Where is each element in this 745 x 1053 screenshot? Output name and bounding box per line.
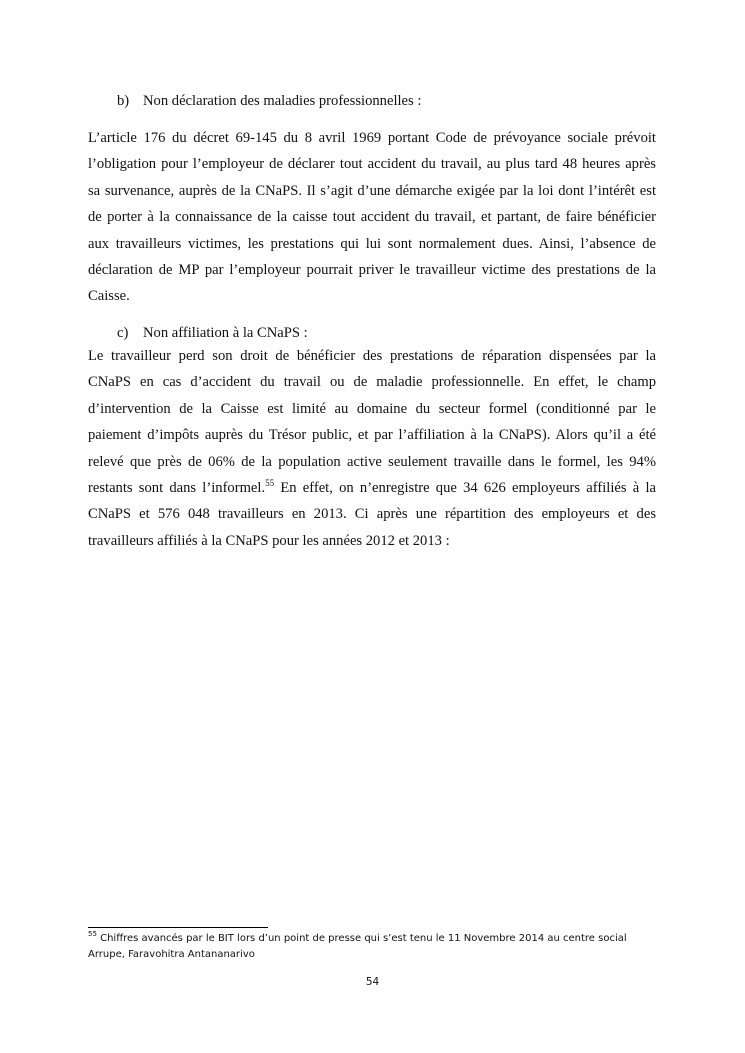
paragraph-line: L’article 176 du décret 69-145 du 8 avril 1969 portant Code de prévoyance sociale prévoit — [88, 130, 656, 146]
paragraph-line: déclaration de MP par l’employeur pourrait priver le travailleur victime des prestations de la — [88, 261, 656, 278]
paragraph-line: d’intervention de la Caisse est limité au domaine du secteur formel (conditionné par le — [88, 400, 656, 417]
paragraph-line-with-footnote-ref — [88, 475, 656, 501]
footnote — [88, 931, 668, 963]
paragraph-line: Caisse. — [88, 288, 130, 305]
paragraph-line: sa survenance, auprès de la CNaPS. Il s’agit d’une démarche exigée par la loi dont l’intérêt est — [88, 182, 656, 199]
paragraph-line: travailleurs affiliés à la CNaPS pour les années 2012 et 2013 : — [88, 532, 450, 549]
section-c-heading — [117, 323, 308, 343]
line-text: restants sont dans l’informel. — [88, 479, 266, 496]
paragraph-line: l’obligation pour l’employeur de déclarer tout accident du travail, au plus tard 48 heures après — [88, 156, 656, 173]
section-c-paragraph — [88, 343, 656, 554]
paragraph-line: paiement d’impôts auprès du Trésor public, et par l’affiliation à la CNaPS). Alors qu’il a été — [88, 427, 656, 444]
footnote-text-line2: Arrupe, Faravohitra Antananarivo — [88, 949, 255, 960]
section-c-title: Non affiliation à la CNaPS : — [143, 325, 308, 341]
section-b-title: Non déclaration des maladies professionnelles : — [143, 93, 422, 109]
paragraph-line: de porter à la connaissance de la caisse tout accident du travail, et partant, de faire bénéficier — [88, 209, 656, 226]
footnote-reference[interactable]: 55 — [265, 477, 275, 488]
section-b-heading — [117, 91, 421, 111]
section-b-marker: b) — [117, 93, 130, 109]
section-b-paragraph — [88, 125, 656, 310]
page-number: 54 — [365, 976, 380, 988]
paragraph-line: aux travailleurs victimes, les prestations qui lui sont normalement dues. Ainsi, l’absence de — [88, 235, 656, 252]
footnote-separator — [88, 927, 268, 928]
paragraph-line: CNaPS et 576 048 travailleurs en 2013. Ci après une répartition des employeurs et des — [88, 506, 656, 523]
paragraph-line: relevé que près de 06% de la population active seulement travaille dans le formel, les 94% — [88, 453, 656, 470]
paragraph-line: CNaPS en cas d’accident du travail ou de maladie professionnelle. En effet, le champ — [88, 374, 656, 391]
footnote-text-line1: Chiffres avancés par le BIT lors d’un point de presse qui s’est tenu le 11 Novembre 2014 au centre social — [96, 933, 627, 944]
line-text: En effet, on n’enregistre que 34 626 employeurs affiliés à la — [274, 479, 656, 496]
footnote-number: 55 — [88, 930, 97, 938]
section-c-marker: c) — [117, 325, 129, 341]
paragraph-line: Le travailleur perd son droit de bénéficier des prestations de réparation dispensées par la — [88, 348, 656, 364]
